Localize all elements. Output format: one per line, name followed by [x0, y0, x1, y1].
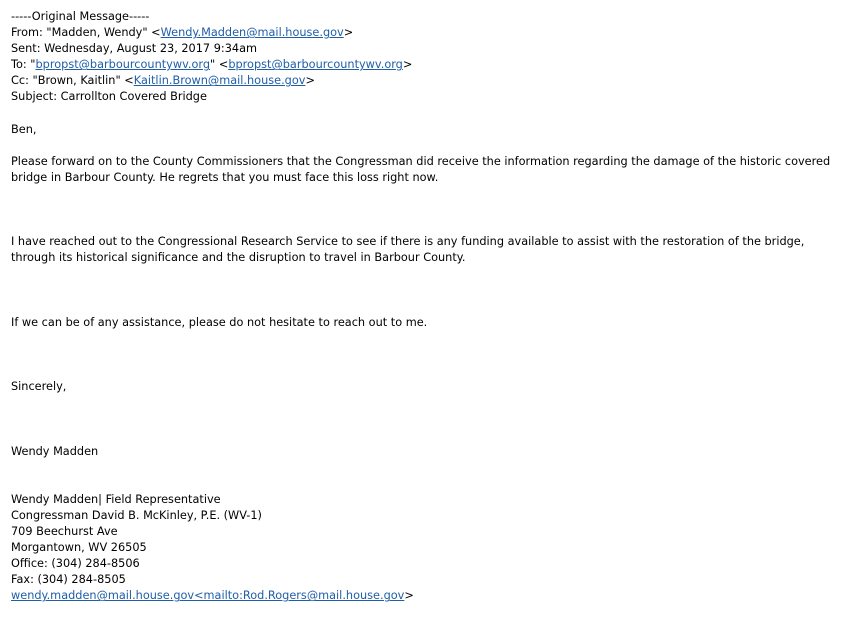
sent-line: Sent: Wednesday, August 23, 2017 9:34am: [11, 42, 258, 56]
subject-line: Subject: Carrollton Covered Bridge: [11, 90, 207, 104]
from-email-link[interactable]: Wendy.Madden@mail.house.gov: [160, 26, 344, 40]
to-suffix: >: [402, 58, 413, 72]
from-label: From: "Madden, Wendy" <: [11, 26, 161, 40]
cc-suffix: >: [305, 74, 315, 88]
signature-fax: Fax: (304) 284-8505: [11, 573, 126, 587]
cc-email-link[interactable]: Kaitlin.Brown@mail.house.gov: [133, 74, 306, 88]
spacer: [11, 267, 837, 315]
spacer: [11, 186, 837, 234]
signature-street: 709 Beechurst Ave: [11, 525, 118, 539]
cc-line: [11, 73, 837, 89]
closing: Sincerely,: [11, 380, 67, 394]
spacer: [11, 106, 837, 122]
signature-email-suffix: >: [404, 589, 414, 603]
to-line: [11, 57, 837, 73]
paragraph-1: Please forward on to the County Commissioners that the Congressman did receive the information regarding the damage of the historic covered bridge in Barbour County. He regrets that you must face this loss right now.: [11, 154, 831, 184]
from-line: [11, 25, 837, 41]
to-email-link-1[interactable]: bpropst@barbourcountywv.org: [35, 58, 211, 72]
spacer: [11, 395, 837, 443]
from-suffix: >: [343, 26, 354, 40]
original-message-marker: -----Original Message-----: [11, 10, 150, 23]
cc-label: Cc: "Brown, Kaitlin" <: [11, 74, 134, 88]
email-message: [11, 9, 837, 605]
signature-email-line: [11, 588, 837, 604]
sender-name: Wendy Madden: [11, 444, 99, 458]
signature-office-phone: Office: (304) 284-8506: [11, 557, 140, 571]
greeting: Ben,: [11, 122, 37, 136]
to-label: To: ": [11, 58, 36, 72]
paragraph-2: I have reached out to the Congressional Research Service to see if there is any funding available to assist with the restoration of the bridge, through its historical significance and the disruption to travel in Barbour County.: [11, 235, 805, 265]
to-email-link-2[interactable]: bpropst@barbourcountywv.org: [228, 58, 403, 72]
signature-email-link[interactable]: wendy.madden@mail.house.gov<mailto:Rod.Rogers@mail.house.gov: [11, 589, 405, 603]
spacer: [11, 138, 837, 154]
signature-office-holder: Congressman David B. McKinley, P.E. (WV-1): [11, 508, 262, 522]
signature-city: Morgantown, WV 26505: [11, 541, 147, 555]
spacer: [11, 460, 837, 492]
to-middle: " <: [210, 58, 229, 72]
spacer: [11, 331, 837, 379]
signature-title: Wendy Madden| Field Representative: [11, 492, 221, 506]
paragraph-3: If we can be of any assistance, please do not hesitate to reach out to me.: [11, 315, 428, 329]
